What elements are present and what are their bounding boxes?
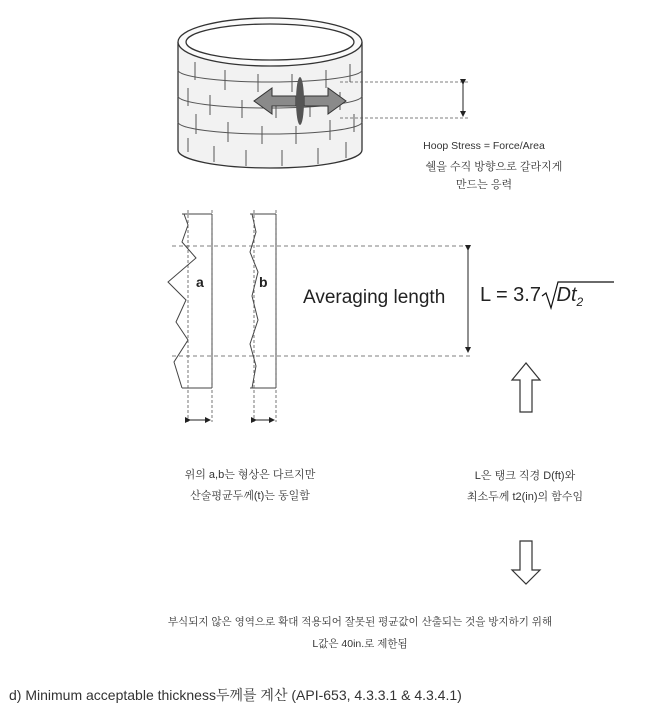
- hollow-up-arrow: [512, 363, 540, 412]
- averaging-length-label: Averaging length: [303, 287, 446, 308]
- formula-subscript: 2: [576, 295, 584, 309]
- note-right-line2: 최소두께 t2(in)의 함수임: [466, 491, 584, 503]
- footer-caption: d) Minimum acceptable thickness두께를 계산 (API-653, 4.3.3.1 & 4.3.4.1): [9, 687, 462, 703]
- note-bottom-line2: L값은 40in.로 제한됨: [312, 638, 408, 650]
- note-left-line1: 위의 a,b는 형상은 다르지만: [184, 469, 316, 481]
- profile-a: [168, 214, 212, 388]
- profile-a-label: a: [196, 274, 204, 290]
- averaging-formula: [480, 284, 583, 309]
- hoop-stress-desc-2: 만드는 응력: [455, 179, 513, 191]
- formula-lhs: L = 3.7: [480, 284, 541, 306]
- note-left-line2: 산술평균두께(t)는 동일함: [190, 490, 310, 502]
- hoop-stress-title: Hoop Stress = Force/Area: [423, 140, 545, 152]
- profile-b-label: b: [259, 274, 268, 290]
- hoop-stress-desc-1: 쉘을 수직 방향으로 갈라지게: [425, 161, 563, 173]
- note-right-line1: L은 탱크 직경 D(ft)와: [474, 470, 576, 482]
- formula-radicand: $Dt_2$: [556, 284, 584, 309]
- hollow-down-arrow: [512, 541, 540, 584]
- profile-a-bounds: [188, 210, 212, 422]
- note-bottom-line1: 부식되지 않은 영역으로 확대 적용되어 잘못된 평균값이 산출되는 것을 방지하기 위해: [167, 616, 553, 628]
